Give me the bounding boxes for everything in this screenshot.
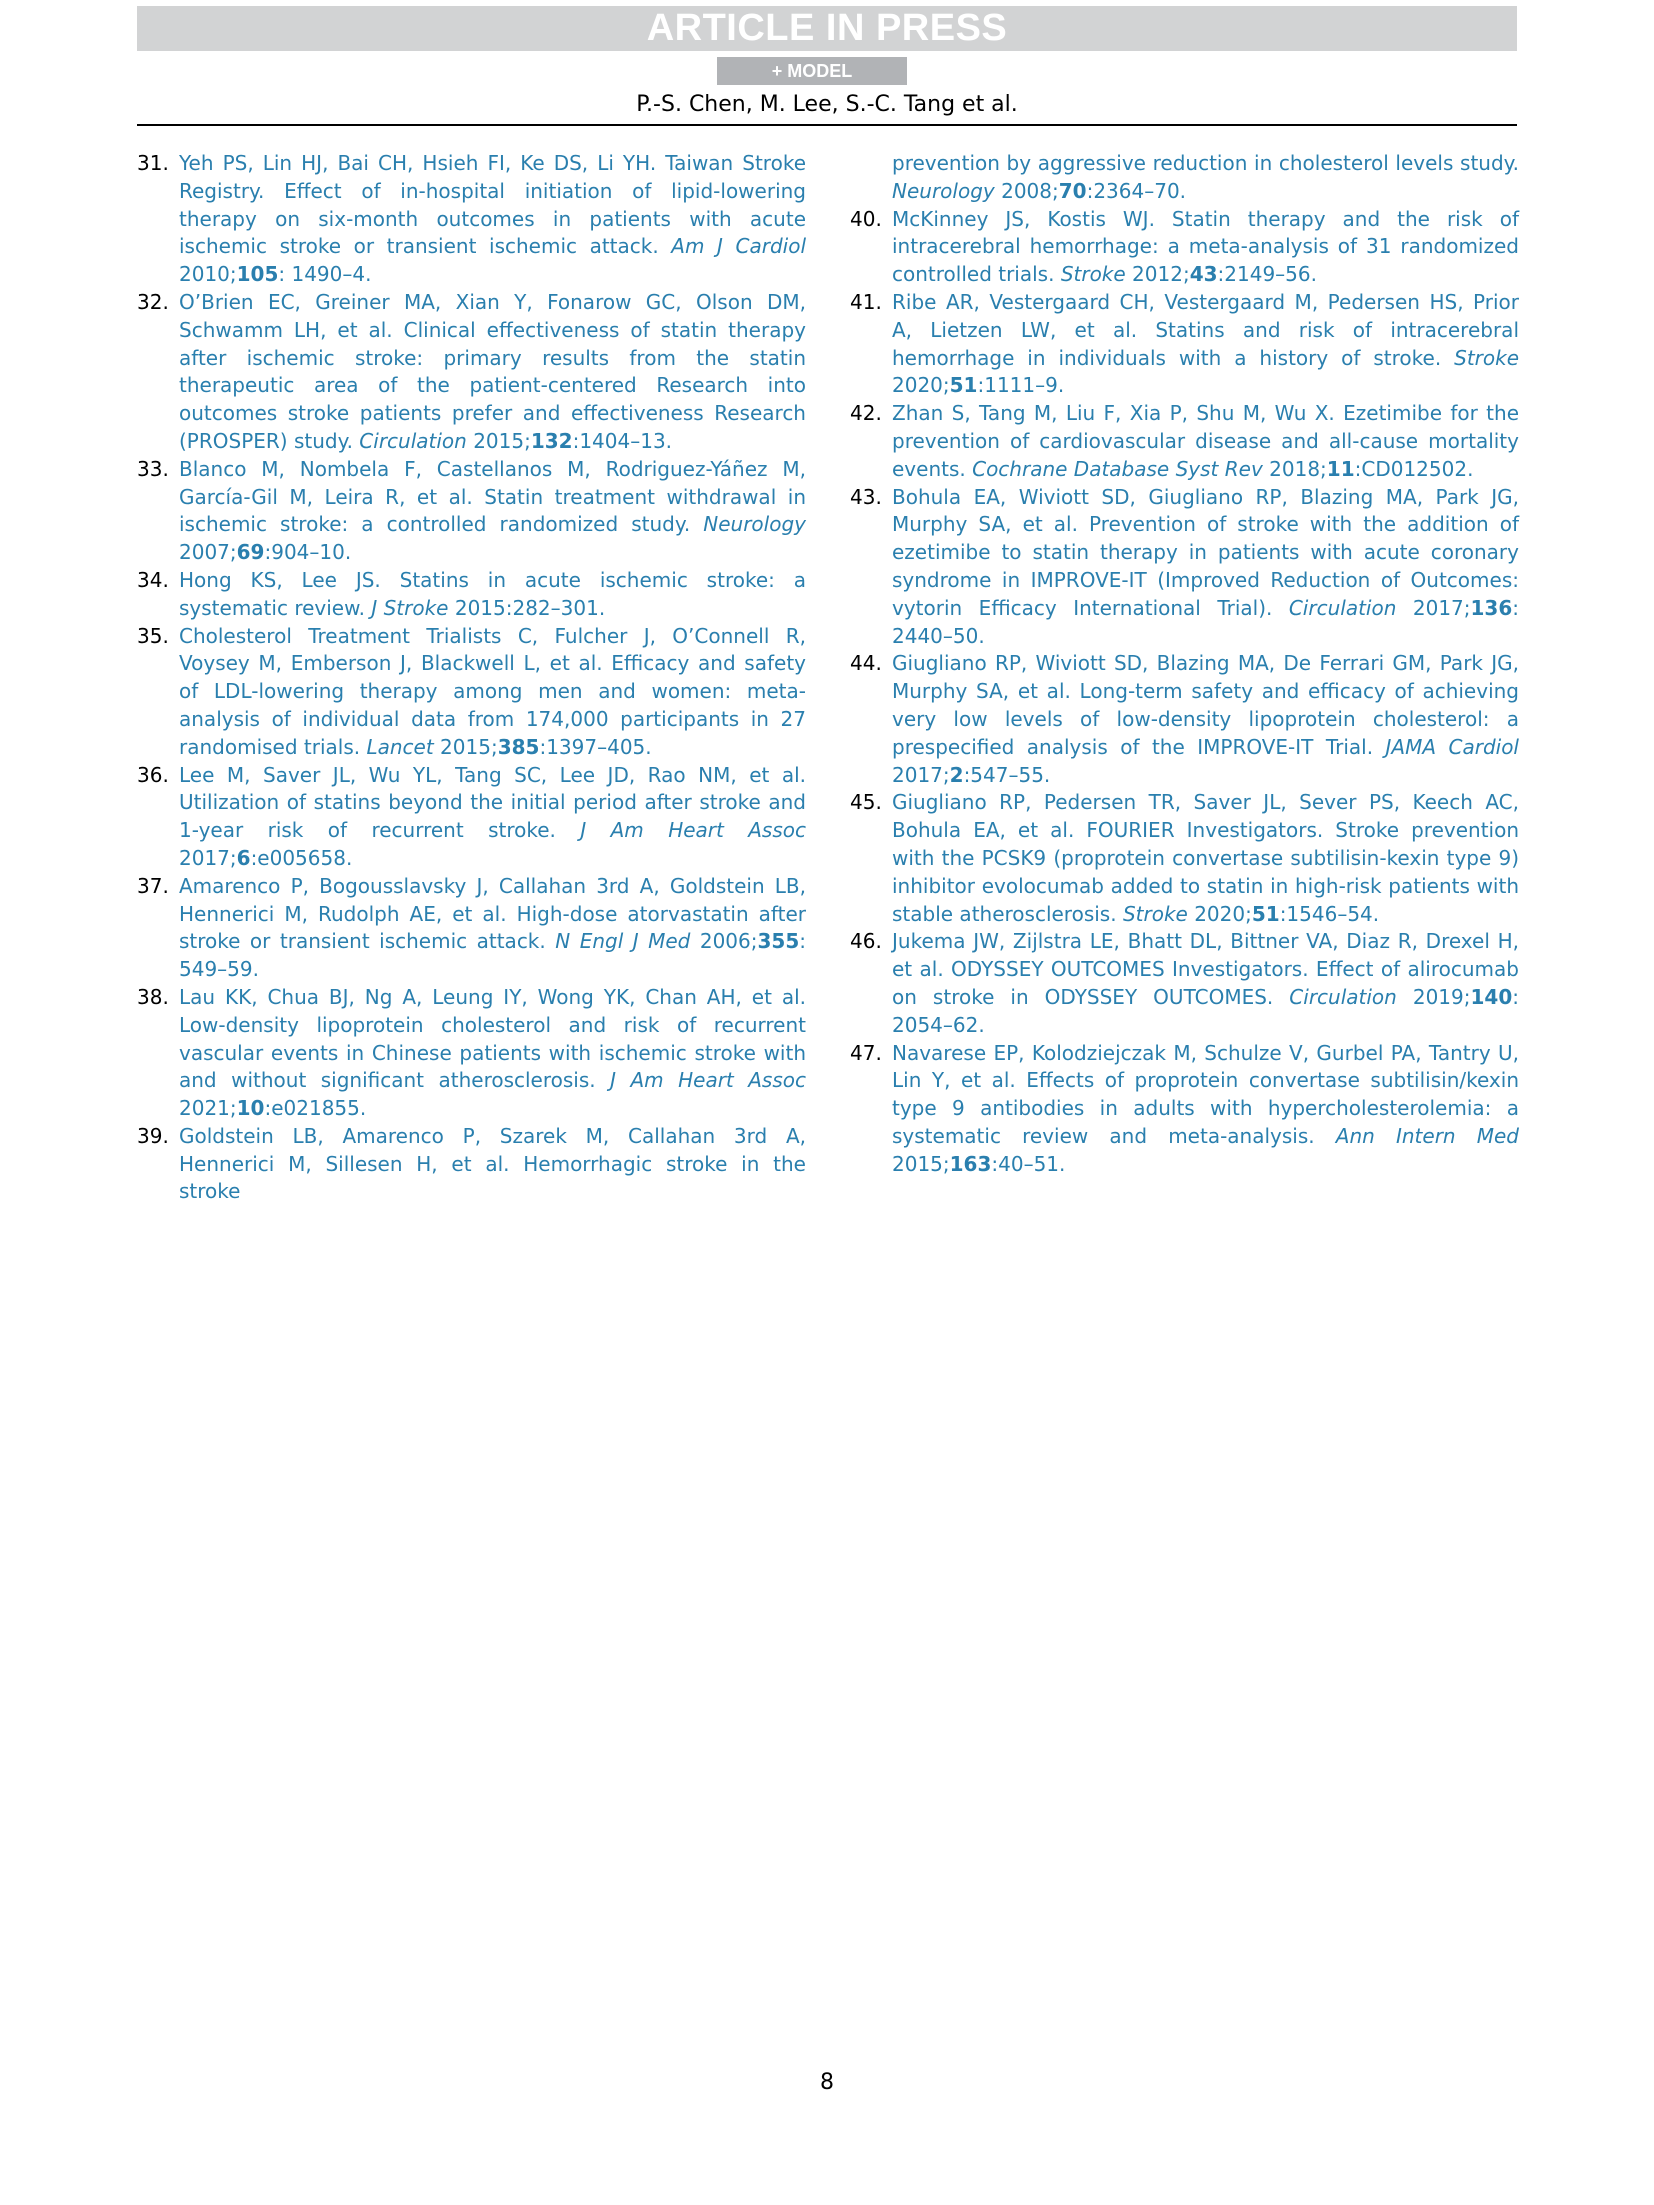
reference-entry[interactable] bbox=[137, 873, 806, 984]
reference-number: 32. bbox=[137, 289, 169, 314]
reference-citation: Jukema JW, Zijlstra LE, Bhatt DL, Bittner VA, Diaz R, Drexel H, et al. ODYSSEY OUTCOMES Investigators. Effect of alirocumab on stroke in ODYSSEY OUTCOMES. bbox=[892, 929, 1519, 1009]
reference-pages: :1397–405. bbox=[539, 734, 652, 759]
reference-citation: Ribe AR, Vestergaard CH, Vestergaard M, Pedersen HS, Prior A, Lietzen LW, et al. Statins and risk of intracerebral hemorrhage in individuals with a history of stroke. bbox=[892, 289, 1519, 370]
reference-journal: Lancet bbox=[366, 734, 434, 759]
reference-year: 2015; bbox=[466, 428, 531, 453]
reference-citation: Giugliano RP, Pedersen TR, Saver JL, Sever PS, Keech AC, Bohula EA, et al. FOURIER Investigators. Stroke prevention with the PCSK9 (proprotein convertase subtilisin-kexin type 9) inhibitor evolocumab added to statin in high-risk patients with stable atherosclerosis. bbox=[892, 790, 1519, 926]
reference-year: 2010; bbox=[179, 262, 237, 287]
reference-journal: J Stroke bbox=[371, 595, 449, 620]
reference-year: 2018; bbox=[1262, 456, 1327, 481]
reference-journal: Stroke bbox=[1060, 262, 1126, 287]
reference-number: 42. bbox=[850, 401, 882, 426]
reference-volume: 355 bbox=[757, 929, 800, 954]
reference-number: 46. bbox=[850, 929, 882, 954]
reference-citation: Blanco M, Nombela F, Castellanos M, Rodriguez-Yáñez M, García-Gil M, Leira R, et al. Statin treatment withdrawal in ischemic stroke: a controlled randomized study. bbox=[179, 456, 806, 537]
reference-journal: Neurology bbox=[892, 178, 995, 203]
reference-entry[interactable] bbox=[137, 150, 806, 289]
reference-pages: :2149–56. bbox=[1217, 262, 1317, 287]
reference-journal: Stroke bbox=[1122, 901, 1188, 926]
reference-pages: : 549–59. bbox=[179, 929, 806, 982]
reference-pages: :547–55. bbox=[963, 762, 1051, 787]
reference-entry[interactable] bbox=[850, 928, 1519, 1039]
reference-entry[interactable] bbox=[850, 206, 1519, 289]
reference-citation: Zhan S, Tang M, Liu F, Xia P, Shu M, Wu X. Ezetimibe for the prevention of cardiovascular disease and all-cause mortality events. bbox=[892, 401, 1519, 481]
reference-volume: 11 bbox=[1326, 456, 1355, 481]
references-column-right bbox=[850, 150, 1519, 1178]
reference-entry[interactable] bbox=[137, 762, 806, 873]
reference-year: 2020; bbox=[892, 373, 950, 398]
reference-volume: 136 bbox=[1470, 595, 1513, 620]
reference-number: 34. bbox=[137, 567, 169, 592]
reference-number: 44. bbox=[850, 651, 882, 676]
reference-journal: N Engl J Med bbox=[555, 929, 691, 954]
reference-pages: :1546–54. bbox=[1279, 901, 1380, 926]
reference-volume: 132 bbox=[530, 428, 573, 453]
reference-journal: J Am Heart Assoc bbox=[580, 818, 807, 843]
reference-pages: :2364–70. bbox=[1086, 178, 1187, 203]
reference-volume: 70 bbox=[1058, 178, 1087, 203]
reference-entry[interactable] bbox=[850, 150, 1519, 206]
reference-volume: 105 bbox=[236, 262, 279, 287]
reference-citation: Amarenco P, Bogousslavsky J, Callahan 3rd A, Goldstein LB, Hennerici M, Rudolph AE, et al. High-dose atorvastatin after stroke or transient ischemic attack. bbox=[179, 873, 806, 954]
reference-year: 2008; bbox=[994, 178, 1059, 203]
reference-citation: prevention by aggressive reduction in cholesterol levels study. bbox=[892, 151, 1519, 175]
reference-pages: :904–10. bbox=[264, 540, 352, 565]
reference-entry[interactable] bbox=[137, 984, 806, 1123]
reference-number: 40. bbox=[850, 206, 882, 231]
reference-year: 2012; bbox=[1125, 262, 1190, 287]
reference-citation: Hong KS, Lee JS. Statins in acute ischemic stroke: a systematic review. bbox=[179, 567, 806, 620]
reference-citation: Giugliano RP, Wiviott SD, Blazing MA, De Ferrari GM, Park JG, Murphy SA, et al. Long-term safety and efficacy of achieving very low levels of low-density lipoprotein cholesterol: a prespecified analysis of the IMPROVE-IT Trial. bbox=[892, 651, 1519, 759]
running-header-authors: P.-S. Chen, M. Lee, S.-C. Tang et al. bbox=[636, 92, 1018, 117]
reference-entry[interactable] bbox=[850, 650, 1519, 789]
reference-journal: JAMA Cardiol bbox=[1385, 734, 1519, 759]
references-column-left bbox=[137, 150, 806, 1206]
reference-pages: :1111–9. bbox=[977, 373, 1065, 398]
reference-year: 2019; bbox=[1396, 984, 1471, 1009]
reference-pages: :1404–13. bbox=[572, 428, 673, 453]
reference-pages: :CD012502. bbox=[1354, 456, 1474, 481]
reference-number: 38. bbox=[137, 984, 169, 1009]
reference-volume: 69 bbox=[236, 540, 265, 565]
reference-entry[interactable] bbox=[137, 567, 806, 623]
reference-number: 43. bbox=[850, 484, 882, 509]
reference-entry[interactable] bbox=[850, 289, 1519, 400]
reference-journal: Circulation bbox=[1289, 984, 1397, 1009]
reference-entry[interactable] bbox=[850, 1040, 1519, 1179]
reference-entry[interactable] bbox=[137, 289, 806, 456]
reference-year: 2017; bbox=[1396, 595, 1471, 620]
reference-year: 2017; bbox=[892, 762, 950, 787]
reference-pages: : 1490–4. bbox=[278, 262, 372, 287]
reference-number: 39. bbox=[137, 1123, 169, 1148]
header-rule bbox=[137, 124, 1517, 126]
reference-volume: 163 bbox=[949, 1151, 992, 1176]
reference-volume: 10 bbox=[236, 1096, 265, 1121]
reference-year: 2007; bbox=[179, 540, 237, 565]
reference-citation: Lee M, Saver JL, Wu YL, Tang SC, Lee JD, Rao NM, et al. Utilization of statins beyond the initial period after stroke and 1-year risk of recurrent stroke. bbox=[179, 762, 806, 843]
reference-pages: : 2054–62. bbox=[892, 984, 1519, 1037]
reference-year: 2017; bbox=[179, 845, 237, 870]
page-number: 8 bbox=[820, 2070, 834, 2095]
reference-entry[interactable] bbox=[137, 623, 806, 762]
reference-pages: :40–51. bbox=[991, 1151, 1066, 1176]
reference-citation: Cholesterol Treatment Trialists C, Fulcher J, O’Connell R, Voysey M, Emberson J, Blackwell L, et al. Efficacy and safety of LDL-lowering therapy among men and women: meta-analysis of individual data from 174,000 participants in 27 randomised trials. bbox=[179, 623, 806, 759]
reference-journal: J Am Heart Assoc bbox=[610, 1068, 806, 1093]
reference-entry[interactable] bbox=[850, 484, 1519, 651]
reference-citation: Lau KK, Chua BJ, Ng A, Leung IY, Wong YK, Chan AH, et al. Low-density lipoprotein cholesterol and risk of recurrent vascular events in Chinese patients with ischemic stroke with and without significant atherosclerosis. bbox=[179, 984, 806, 1093]
reference-number: 37. bbox=[137, 873, 169, 898]
reference-journal: Circulation bbox=[359, 428, 467, 453]
reference-citation: Bohula EA, Wiviott SD, Giugliano RP, Blazing MA, Park JG, Murphy SA, et al. Prevention of stroke with the addition of ezetimibe to statin therapy in patients with acute coronary syndrome in IMPROVE-IT (Improved Reduction of Outcomes: vytorin Efficacy International Trial). bbox=[892, 484, 1519, 620]
reference-citation: Navarese EP, Kolodziejczak M, Schulze V, Gurbel PA, Tantry U, Lin Y, et al. Effects of proprotein convertase subtilisin/kexin type 9 antibodies in adults with hypercholesterolemia: a systematic review and meta-analysis. bbox=[892, 1040, 1519, 1148]
reference-volume: 43 bbox=[1189, 262, 1218, 287]
reference-number: 41. bbox=[850, 289, 882, 314]
reference-journal: Stroke bbox=[1454, 345, 1520, 370]
reference-year: 2015; bbox=[433, 734, 498, 759]
reference-number: 35. bbox=[137, 623, 169, 648]
reference-citation: O’Brien EC, Greiner MA, Xian Y, Fonarow GC, Olson DM, Schwamm LH, et al. Clinical effectiveness of statin therapy after ischemic stroke: primary results from the statin therapeutic area of the patient-centered Research into outcomes stroke patients prefer and effectiveness Research (PROSPER) study. bbox=[179, 289, 806, 453]
reference-year: 2015; bbox=[892, 1151, 950, 1176]
reference-pages: :e005658. bbox=[250, 845, 353, 870]
reference-citation: Goldstein LB, Amarenco P, Szarek M, Callahan 3rd A, Hennerici M, Sillesen H, et al. Hemorrhagic stroke in the stroke bbox=[179, 1123, 806, 1204]
reference-entry[interactable] bbox=[850, 789, 1519, 928]
reference-pages: : 2440–50. bbox=[892, 595, 1520, 648]
reference-journal: Neurology bbox=[703, 512, 806, 537]
reference-number: 31. bbox=[137, 151, 169, 175]
reference-journal: Cochrane Database Syst Rev bbox=[972, 456, 1263, 481]
reference-journal: Am J Cardiol bbox=[671, 234, 807, 259]
reference-entry[interactable] bbox=[137, 456, 806, 567]
reference-citation: McKinney JS, Kostis WJ. Statin therapy and the risk of intracerebral hemorrhage: a meta-analysis of 31 randomized controlled trials. bbox=[892, 206, 1519, 287]
reference-entry[interactable] bbox=[137, 1123, 806, 1206]
reference-volume: 51 bbox=[1251, 901, 1280, 926]
reference-volume: 6 bbox=[236, 845, 251, 870]
reference-volume: 51 bbox=[949, 373, 978, 398]
reference-number: 47. bbox=[850, 1040, 882, 1065]
reference-year: 2015:282–301. bbox=[448, 595, 606, 620]
model-tag: + MODEL bbox=[717, 57, 907, 85]
reference-volume: 385 bbox=[497, 734, 540, 759]
reference-citation: Yeh PS, Lin HJ, Bai CH, Hsieh FI, Ke DS, Li YH. Taiwan Stroke Registry. Effect of in-hospital initiation of lipid-lowering therapy on six-month outcomes in patients with acute ischemic stroke or transient ischemic attack. bbox=[179, 151, 806, 259]
reference-year: 2021; bbox=[179, 1096, 237, 1121]
reference-journal: Ann Intern Med bbox=[1335, 1123, 1519, 1148]
reference-year: 2006; bbox=[690, 929, 758, 954]
reference-number: 45. bbox=[850, 790, 882, 815]
reference-pages: :e021855. bbox=[264, 1096, 367, 1121]
reference-volume: 140 bbox=[1470, 984, 1513, 1009]
reference-number: 33. bbox=[137, 456, 169, 481]
article-in-press-banner: ARTICLE IN PRESS bbox=[137, 6, 1517, 51]
reference-number: 36. bbox=[137, 762, 169, 787]
reference-entry[interactable] bbox=[850, 400, 1519, 483]
reference-volume: 2 bbox=[949, 762, 964, 787]
reference-year: 2020; bbox=[1187, 901, 1252, 926]
reference-journal: Circulation bbox=[1288, 595, 1397, 620]
